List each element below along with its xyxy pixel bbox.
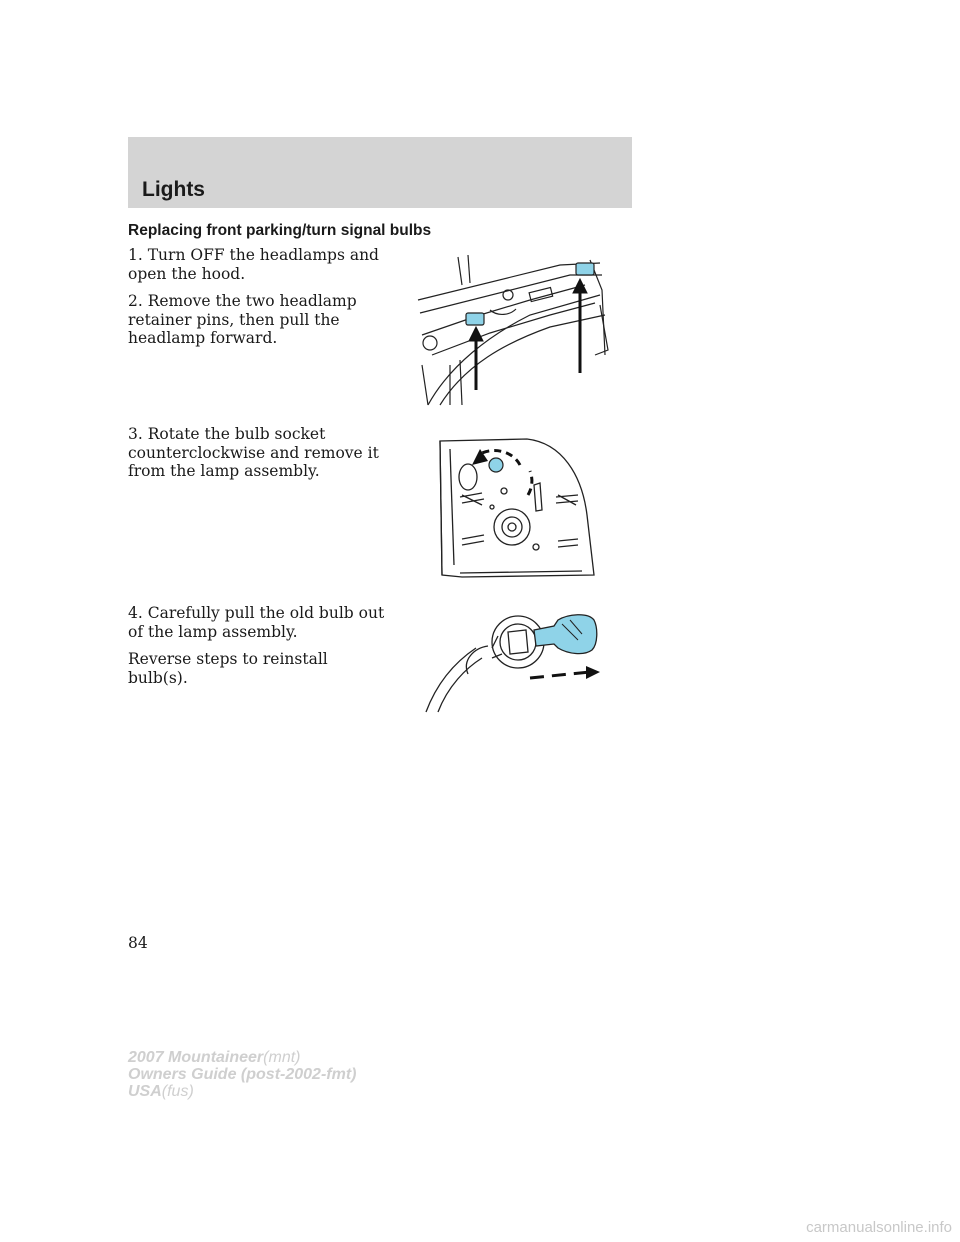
- bulb-socket-rotation-illustration: [432, 435, 602, 583]
- page-number: 84: [128, 934, 148, 952]
- footer-market-code: (fus): [161, 1083, 194, 1100]
- watermark: carmanualsonline.info: [806, 1219, 952, 1236]
- footer-guide: Owners Guide (post-2002-fmt): [128, 1066, 357, 1083]
- step-1-text: 1. Turn OFF the headlamps and open the hood.: [128, 246, 379, 283]
- footer-model-code: (mnt): [263, 1049, 301, 1066]
- step-2-text: 2. Remove the two headlamp retainer pins, then pull the headlamp forward.: [128, 292, 357, 347]
- reverse-steps-text: Reverse steps to reinstall bulb(s).: [128, 650, 328, 687]
- step-4-text: 4. Carefully pull the old bulb out of the lamp assembly.: [128, 604, 385, 641]
- section-title: Lights: [142, 178, 205, 201]
- step-3-text: 3. Rotate the bulb socket counterclockwise and remove it from the lamp assembly.: [128, 425, 379, 480]
- procedure-heading: Replacing front parking/turn signal bulbs: [128, 222, 432, 239]
- bulb-removal-illustration: [418, 600, 600, 715]
- headlamp-retainer-pins-illustration: [410, 255, 610, 410]
- document-footer: [128, 1049, 356, 1100]
- footer-model: 2007 Mountaineer: [128, 1049, 264, 1066]
- footer-market: USA: [128, 1083, 162, 1100]
